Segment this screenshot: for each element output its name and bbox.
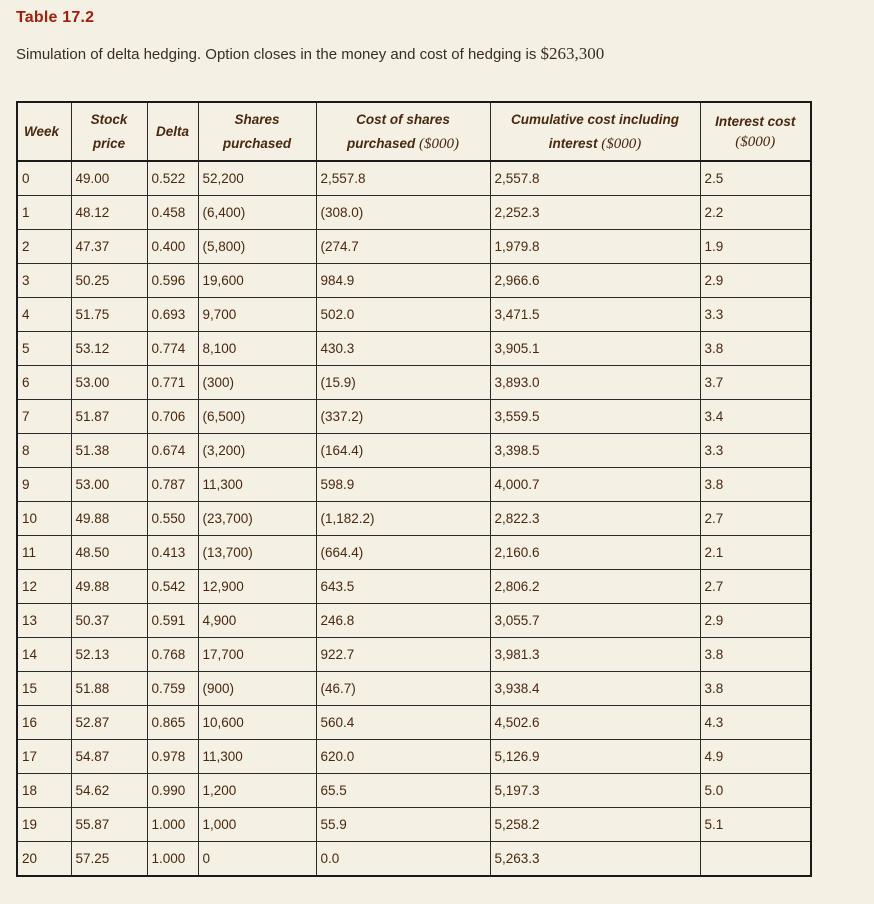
cell-shares-purchased: 11,300: [198, 740, 316, 774]
cell-cumulative-cost: 2,806.2: [490, 570, 700, 604]
cell-shares-purchased: 9,700: [198, 298, 316, 332]
cell-week: 15: [17, 672, 71, 706]
cell-shares-purchased: (6,400): [198, 196, 316, 230]
cell-cost-of-shares: (337.2): [316, 400, 490, 434]
cell-delta: 0.990: [147, 774, 198, 808]
cell-delta: 0.458: [147, 196, 198, 230]
cell-delta: 0.522: [147, 161, 198, 196]
cell-delta: 0.550: [147, 502, 198, 536]
table-row: [17, 264, 811, 298]
cell-cumulative-cost: 5,263.3: [490, 842, 700, 877]
cell-stock-price: 50.37: [71, 604, 147, 638]
table-row: [17, 400, 811, 434]
cell-cost-of-shares: (664.4): [316, 536, 490, 570]
cell-delta: 0.787: [147, 468, 198, 502]
table-row: [17, 161, 811, 196]
cell-week: 16: [17, 706, 71, 740]
table-row: [17, 366, 811, 400]
cell-cumulative-cost: 4,502.6: [490, 706, 700, 740]
cell-week: 11: [17, 536, 71, 570]
cell-week: 2: [17, 230, 71, 264]
cell-stock-price: 54.62: [71, 774, 147, 808]
cell-interest-cost: 3.4: [700, 400, 811, 434]
cell-cumulative-cost: 2,557.8: [490, 161, 700, 196]
cell-delta: 0.693: [147, 298, 198, 332]
cell-cost-of-shares: 643.5: [316, 570, 490, 604]
cell-stock-price: 51.75: [71, 298, 147, 332]
cell-shares-purchased: 12,900: [198, 570, 316, 604]
cell-cost-of-shares: 560.4: [316, 706, 490, 740]
table-row: [17, 298, 811, 332]
cell-interest-cost: 2.1: [700, 536, 811, 570]
cell-stock-price: 52.13: [71, 638, 147, 672]
cell-stock-price: 48.12: [71, 196, 147, 230]
cell-interest-cost: 2.7: [700, 570, 811, 604]
cell-week: 1: [17, 196, 71, 230]
cell-week: 3: [17, 264, 71, 298]
cell-interest-cost: 3.8: [700, 468, 811, 502]
cell-week: 17: [17, 740, 71, 774]
cell-cumulative-cost: 2,822.3: [490, 502, 700, 536]
cell-cumulative-cost: 3,905.1: [490, 332, 700, 366]
cell-shares-purchased: (6,500): [198, 400, 316, 434]
cell-shares-purchased: (900): [198, 672, 316, 706]
header-cumulative-cost: Cumulative cost including interest ($000): [490, 102, 700, 161]
table-row: [17, 196, 811, 230]
cell-cost-of-shares: 984.9: [316, 264, 490, 298]
cell-shares-purchased: 17,700: [198, 638, 316, 672]
cell-cost-of-shares: (15.9): [316, 366, 490, 400]
cell-interest-cost: 4.9: [700, 740, 811, 774]
cell-shares-purchased: 11,300: [198, 468, 316, 502]
cell-shares-purchased: 52,200: [198, 161, 316, 196]
cell-delta: 0.674: [147, 434, 198, 468]
cell-week: 7: [17, 400, 71, 434]
table-row: [17, 502, 811, 536]
cell-week: 12: [17, 570, 71, 604]
cell-interest-cost: 2.9: [700, 604, 811, 638]
cell-cost-of-shares: (1,182.2): [316, 502, 490, 536]
cell-stock-price: 55.87: [71, 808, 147, 842]
cell-shares-purchased: (23,700): [198, 502, 316, 536]
header-row: [17, 102, 811, 161]
cell-cost-of-shares: (274.7: [316, 230, 490, 264]
cell-interest-cost: 3.8: [700, 332, 811, 366]
cell-week: 4: [17, 298, 71, 332]
cell-stock-price: 51.87: [71, 400, 147, 434]
table-row: [17, 706, 811, 740]
cell-shares-purchased: 19,600: [198, 264, 316, 298]
table-row: [17, 570, 811, 604]
cell-delta: 0.774: [147, 332, 198, 366]
header-delta: Delta: [147, 102, 198, 161]
cell-week: 8: [17, 434, 71, 468]
cell-cumulative-cost: 2,252.3: [490, 196, 700, 230]
cell-delta: 0.596: [147, 264, 198, 298]
table-caption: [16, 44, 604, 64]
cell-week: 10: [17, 502, 71, 536]
cell-shares-purchased: (300): [198, 366, 316, 400]
cell-interest-cost: 4.3: [700, 706, 811, 740]
cell-shares-purchased: 1,200: [198, 774, 316, 808]
cell-stock-price: 52.87: [71, 706, 147, 740]
cell-interest-cost: 3.3: [700, 298, 811, 332]
table-row: [17, 332, 811, 366]
cell-cost-of-shares: 430.3: [316, 332, 490, 366]
cell-cumulative-cost: 4,000.7: [490, 468, 700, 502]
cell-delta: 0.768: [147, 638, 198, 672]
cell-week: 14: [17, 638, 71, 672]
cell-delta: 1.000: [147, 842, 198, 877]
cell-stock-price: 49.88: [71, 502, 147, 536]
cell-cumulative-cost: 2,966.6: [490, 264, 700, 298]
cell-week: 6: [17, 366, 71, 400]
cell-cumulative-cost: 3,938.4: [490, 672, 700, 706]
cell-cumulative-cost: 3,559.5: [490, 400, 700, 434]
cell-interest-cost: 3.3: [700, 434, 811, 468]
cell-cumulative-cost: 5,258.2: [490, 808, 700, 842]
cell-cumulative-cost: 3,471.5: [490, 298, 700, 332]
cell-delta: 0.978: [147, 740, 198, 774]
cell-interest-cost: 3.8: [700, 638, 811, 672]
cell-week: 5: [17, 332, 71, 366]
cell-stock-price: 53.00: [71, 366, 147, 400]
table-row: [17, 740, 811, 774]
cell-shares-purchased: (13,700): [198, 536, 316, 570]
cell-cost-of-shares: 502.0: [316, 298, 490, 332]
cell-week: 13: [17, 604, 71, 638]
header-interest-cost: Interest cost ($000): [700, 102, 811, 161]
cell-interest-cost: 2.2: [700, 196, 811, 230]
cell-interest-cost: 2.9: [700, 264, 811, 298]
cell-cost-of-shares: 246.8: [316, 604, 490, 638]
header-stock-price: Stock price: [71, 102, 147, 161]
cell-shares-purchased: (5,800): [198, 230, 316, 264]
cell-week: 9: [17, 468, 71, 502]
cell-interest-cost: 3.8: [700, 672, 811, 706]
cell-interest-cost: 5.1: [700, 808, 811, 842]
cell-shares-purchased: 10,600: [198, 706, 316, 740]
cell-stock-price: 50.25: [71, 264, 147, 298]
header-week: Week: [17, 102, 71, 161]
cell-delta: 0.400: [147, 230, 198, 264]
cell-interest-cost: 1.9: [700, 230, 811, 264]
delta-hedging-table: [16, 101, 812, 877]
cell-delta: 0.771: [147, 366, 198, 400]
cell-cumulative-cost: 3,055.7: [490, 604, 700, 638]
cell-shares-purchased: (3,200): [198, 434, 316, 468]
cell-stock-price: 53.00: [71, 468, 147, 502]
cell-cost-of-shares: 598.9: [316, 468, 490, 502]
cell-stock-price: 47.37: [71, 230, 147, 264]
cell-delta: 1.000: [147, 808, 198, 842]
cell-stock-price: 53.12: [71, 332, 147, 366]
cell-cost-of-shares: 0.0: [316, 842, 490, 877]
cell-shares-purchased: 0: [198, 842, 316, 877]
cell-cost-of-shares: (46.7): [316, 672, 490, 706]
cell-stock-price: 48.50: [71, 536, 147, 570]
cell-stock-price: 51.88: [71, 672, 147, 706]
table-row: [17, 468, 811, 502]
cell-interest-cost: 2.5: [700, 161, 811, 196]
cell-delta: 0.865: [147, 706, 198, 740]
cell-cumulative-cost: 3,981.3: [490, 638, 700, 672]
header-shares-purchased: Shares purchased: [198, 102, 316, 161]
cell-week: 18: [17, 774, 71, 808]
header-cost-of-shares: Cost of shares purchased ($000): [316, 102, 490, 161]
cell-interest-cost: 2.7: [700, 502, 811, 536]
cell-shares-purchased: 8,100: [198, 332, 316, 366]
cell-shares-purchased: 4,900: [198, 604, 316, 638]
cell-week: 20: [17, 842, 71, 877]
cell-cost-of-shares: 55.9: [316, 808, 490, 842]
cell-cost-of-shares: 922.7: [316, 638, 490, 672]
caption-amount: $263,300: [540, 44, 605, 63]
cell-cost-of-shares: 620.0: [316, 740, 490, 774]
cell-stock-price: 49.00: [71, 161, 147, 196]
cell-delta: 0.591: [147, 604, 198, 638]
table-row: [17, 230, 811, 264]
cell-interest-cost: 3.7: [700, 366, 811, 400]
table-row: [17, 842, 811, 877]
cell-cost-of-shares: 65.5: [316, 774, 490, 808]
cell-delta: 0.542: [147, 570, 198, 604]
cell-shares-purchased: 1,000: [198, 808, 316, 842]
cell-delta: 0.413: [147, 536, 198, 570]
caption-text: Simulation of delta hedging. Option closes in the money and cost of hedging is: [16, 46, 537, 63]
cell-week: 19: [17, 808, 71, 842]
cell-cost-of-shares: (164.4): [316, 434, 490, 468]
table-row: [17, 604, 811, 638]
cell-week: 0: [17, 161, 71, 196]
table-row: [17, 774, 811, 808]
cell-cumulative-cost: 1,979.8: [490, 230, 700, 264]
table-row: [17, 434, 811, 468]
cell-delta: 0.706: [147, 400, 198, 434]
cell-cumulative-cost: 3,398.5: [490, 434, 700, 468]
cell-cumulative-cost: 3,893.0: [490, 366, 700, 400]
table-row: [17, 638, 811, 672]
table-row: [17, 536, 811, 570]
cell-cost-of-shares: (308.0): [316, 196, 490, 230]
table-row: [17, 672, 811, 706]
cell-cumulative-cost: 2,160.6: [490, 536, 700, 570]
cell-stock-price: 49.88: [71, 570, 147, 604]
table-label: Table 17.2: [16, 9, 95, 26]
cell-stock-price: 57.25: [71, 842, 147, 877]
cell-cost-of-shares: 2,557.8: [316, 161, 490, 196]
cell-cumulative-cost: 5,197.3: [490, 774, 700, 808]
cell-stock-price: 51.38: [71, 434, 147, 468]
table-row: [17, 808, 811, 842]
cell-interest-cost: 5.0: [700, 774, 811, 808]
cell-delta: 0.759: [147, 672, 198, 706]
cell-stock-price: 54.87: [71, 740, 147, 774]
cell-cumulative-cost: 5,126.9: [490, 740, 700, 774]
cell-interest-cost: [700, 842, 811, 877]
